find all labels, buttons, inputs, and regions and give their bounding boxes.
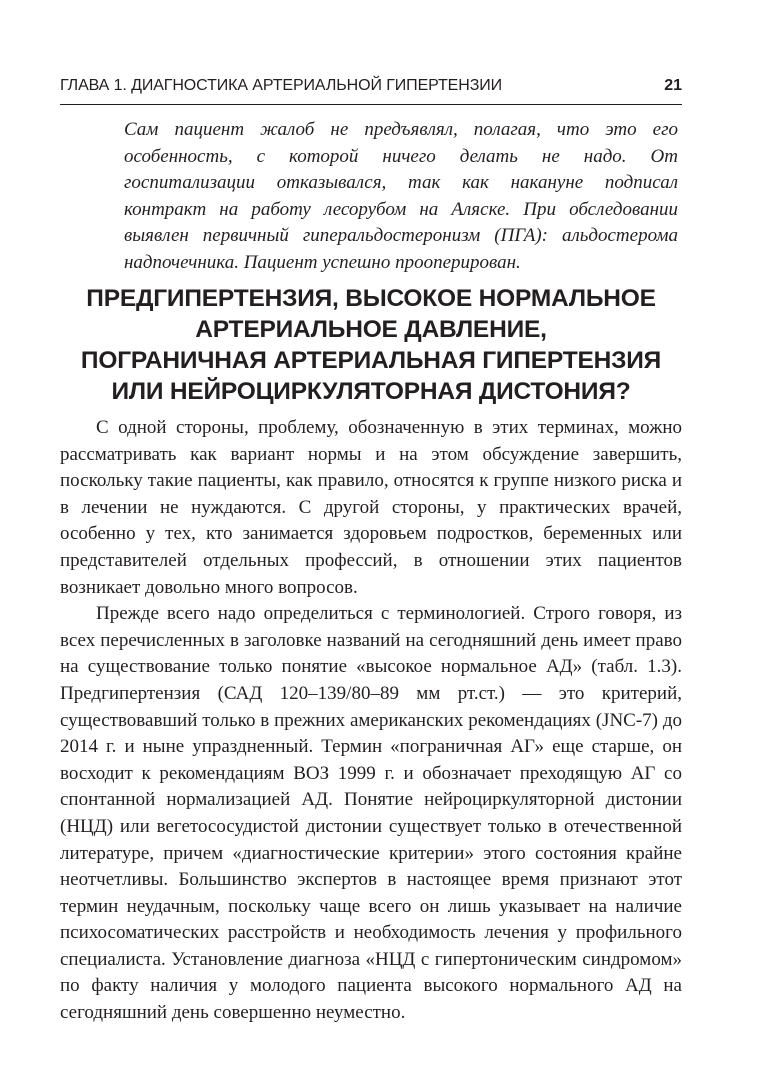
case-note-text: Сам пациент жалоб не предъявлял, полагая, что это его особенность, с которой ничего делать не надо. От госпитализации отказывался, так как накануне подписал контракт на работу лесорубом на Аляске. При обследовании выявлен первичный гиперальдостеронизм (ПГА): альдостерома надпочечника. Пациент успешно прооперирован. xyxy=(124,119,678,273)
page-number: 21 xyxy=(664,77,682,94)
paragraph: Прежде всего надо определиться с терминологией. Строго говоря, из всех перечисленных в заголовке названий на сегодняшний день имеет право на существование только понятие «высокое нормальное АД» (табл. 1.3). Предгипертензия (САД 120–139/80–89 мм рт.ст.) — это критерий, существовавший только в прежних американских рекомендациях (JNC-7) до 2014 г. и ныне упраздненный. Термин «пограничная АГ» еще старше, он восходит к рекомендациям ВОЗ 1999 г. и обозначает преходящую АГ со спонтанной нормализацией АД. Понятие нейроциркуляторной дистонии (НЦД) или вегетососудистой дистонии существует только в отечественной литературе, причем «диагностические критерии» этого состояния крайне неотчетливы. Большинство экспертов в настоящее время признают этот термин неудачным, поскольку чаще всего он лишь указывает на наличие психосоматических расстройств и необходимость лечения у профильного специалиста. Установление диагноза «НЦД с гипертоническим синдромом» по факту наличия у молодого пациента высокого нормального АД на сегодняшний день совершенно неуместно. xyxy=(60,603,682,1024)
chapter-title: ГЛАВА 1. ДИАГНОСТИКА АРТЕРИАЛЬНОЙ ГИПЕРТЕНЗИИ xyxy=(60,77,503,94)
section-title-line: АРТЕРИАЛЬНОЕ ДАВЛЕНИЕ, xyxy=(195,316,547,343)
running-header xyxy=(60,74,682,98)
header-divider xyxy=(60,104,682,105)
section-title-line: ПОГРАНИЧНАЯ АРТЕРИАЛЬНАЯ ГИПЕРТЕНЗИЯ xyxy=(80,347,662,374)
body-text xyxy=(60,415,682,1027)
section-title xyxy=(60,283,682,407)
case-note xyxy=(124,117,678,276)
paragraph: С одной стороны, проблему, обозначенную в этих терминах, можно рассматривать как вариант нормы и на этом обсуждение завершить, поскольку такие пациенты, как правило, относятся к группе низкого риска и в лечении не нуждаются. С другой стороны, у практических врачей, особенно у тех, кто занимается здоровьем подростков, беременных или представителей отдельных профессий, в отношении этих пациентов возникает довольно много вопросов. xyxy=(60,417,682,598)
section-title-line: ИЛИ НЕЙРОЦИРКУЛЯТОРНАЯ ДИСТОНИЯ? xyxy=(111,378,631,405)
section-title-line: ПРЕДГИПЕРТЕНЗИЯ, ВЫСОКОЕ НОРМАЛЬНОЕ xyxy=(86,285,656,312)
